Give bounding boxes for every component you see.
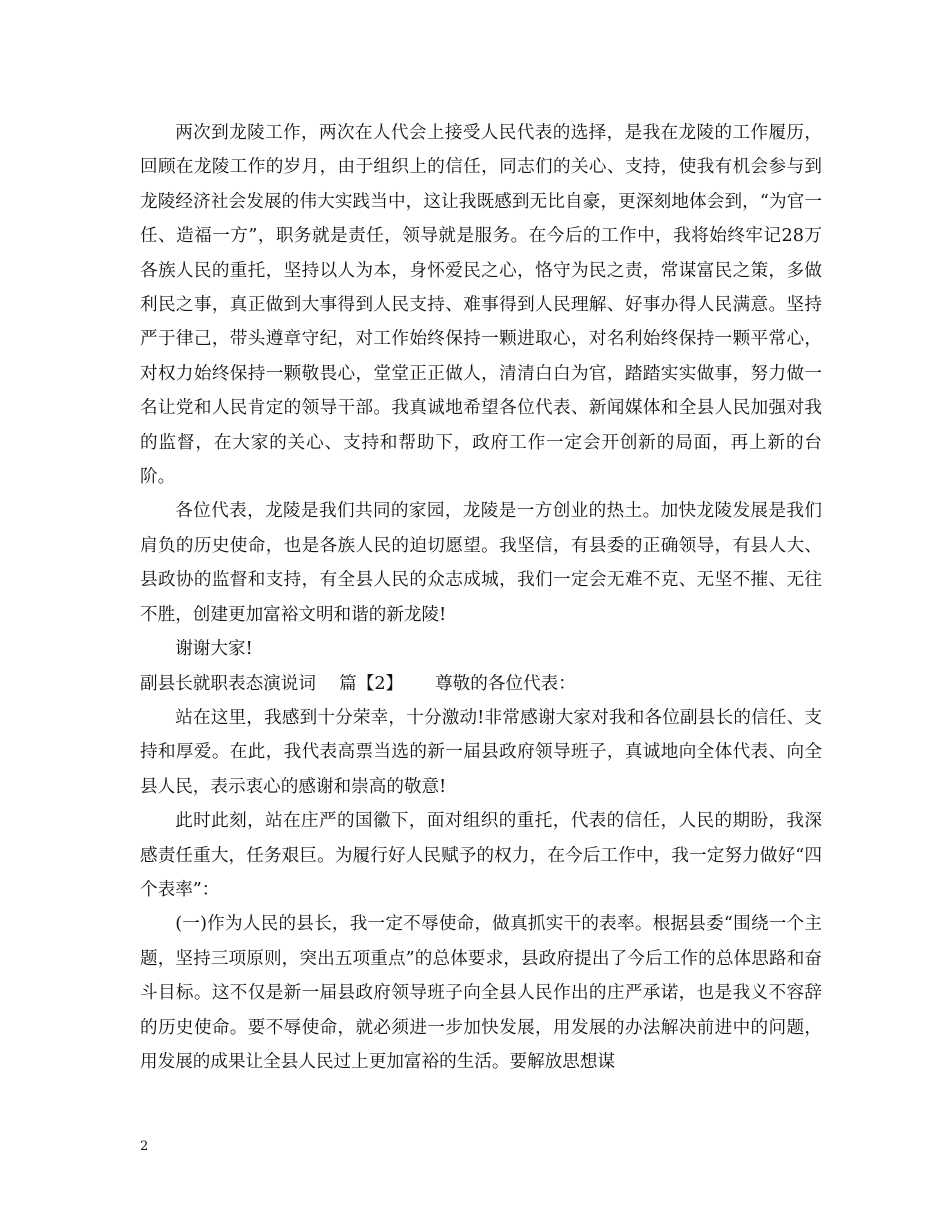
paragraph-longling-home: 各位代表，龙陵是我们共同的家园，龙陵是一方创业的热土。加快龙陵发展是我们肩负的历史使命，也是各族人民的迫切愿望。我坚信，有县委的正确领导，有县人大、县政协的监督和支持，有全县人民的众志成城，我们一定会无难不克、无坚不摧、无往不胜，创建更加富裕文明和谐的新龙陵!: [140, 501, 822, 625]
paragraph-honored: 站在这里，我感到十分荣幸，十分激动!非常感谢大家对我和各位副县长的信任、支持和厚爱。在此，我代表高票当选的新一届县政府领导班子，真诚地向全体代表、向全县人民，表示衷心的感谢和崇高的敬意!: [140, 707, 822, 797]
page-number: 2: [140, 1139, 149, 1154]
paragraph-thanks: 谢谢大家!: [175, 639, 253, 660]
paragraph-work-history: 两次到龙陵工作，两次在人代会上接受人民代表的选择，是我在龙陵的工作履历，回顾在龙陵工作的岁月，由于组织上的信任，同志们的关心、支持，使我有机会参与到龙陵经济社会发展的伟大实践当中，这让我既感到无比自豪，更深刻地体会到，“为官一任、造福一方”，职务就是责任，领导就是服务。在今后的工作中，我将始终牢记28万各族人民的重托，坚持以人为本，身怀爱民之心，恪守为民之责，常谋富民之策，多做利民之事，真正做到大事得到人民支持、难事得到人民理解、好事办得人民满意。坚持严于律己，带头遵章守纪，对工作始终保持一颗进取心，对名利始终保持一颗平常心，对权力始终保持一颗敬畏心，堂堂正正做人，清清白白为官，踏踏实实做事，努力做一名让党和人民肯定的领导干部。我真诚地希望各位代表、新闻媒体和全县人民加强对我的监督，在大家的关心、支持和帮助下，政府工作一定会开创新的局面，再上新的台阶。: [140, 123, 822, 488]
paragraph-first-example: (一)作为人民的县长，我一定不辱使命，做真抓实干的表率。根据县委“围绕一个主题，坚持三项原则，突出五项重点”的总体要求，县政府提出了今后工作的总体思路和奋斗目标。这不仅是新一届县政府领导班子向全县人民作出的庄严承诺，也是我义不容辞的历史使命。要不辱使命，就必须进一步加快发展，用发展的办法解决前进中的问题，用发展的成果让全县人民过上更加富裕的生活。要解放思想谋: [140, 914, 822, 1072]
section-heading: 副县长就职表态演说词 篇【2】 尊敬的各位代表：: [140, 673, 576, 694]
paragraph-responsibility: 此时此刻，站在庄严的国徽下，面对组织的重托，代表的信任，人民的期盼，我深感责任重大，任务艰巨。为履行好人民赋予的权力，在今后工作中，我一定努力做好“四个表率”：: [140, 811, 822, 900]
document-body: [140, 116, 822, 1079]
